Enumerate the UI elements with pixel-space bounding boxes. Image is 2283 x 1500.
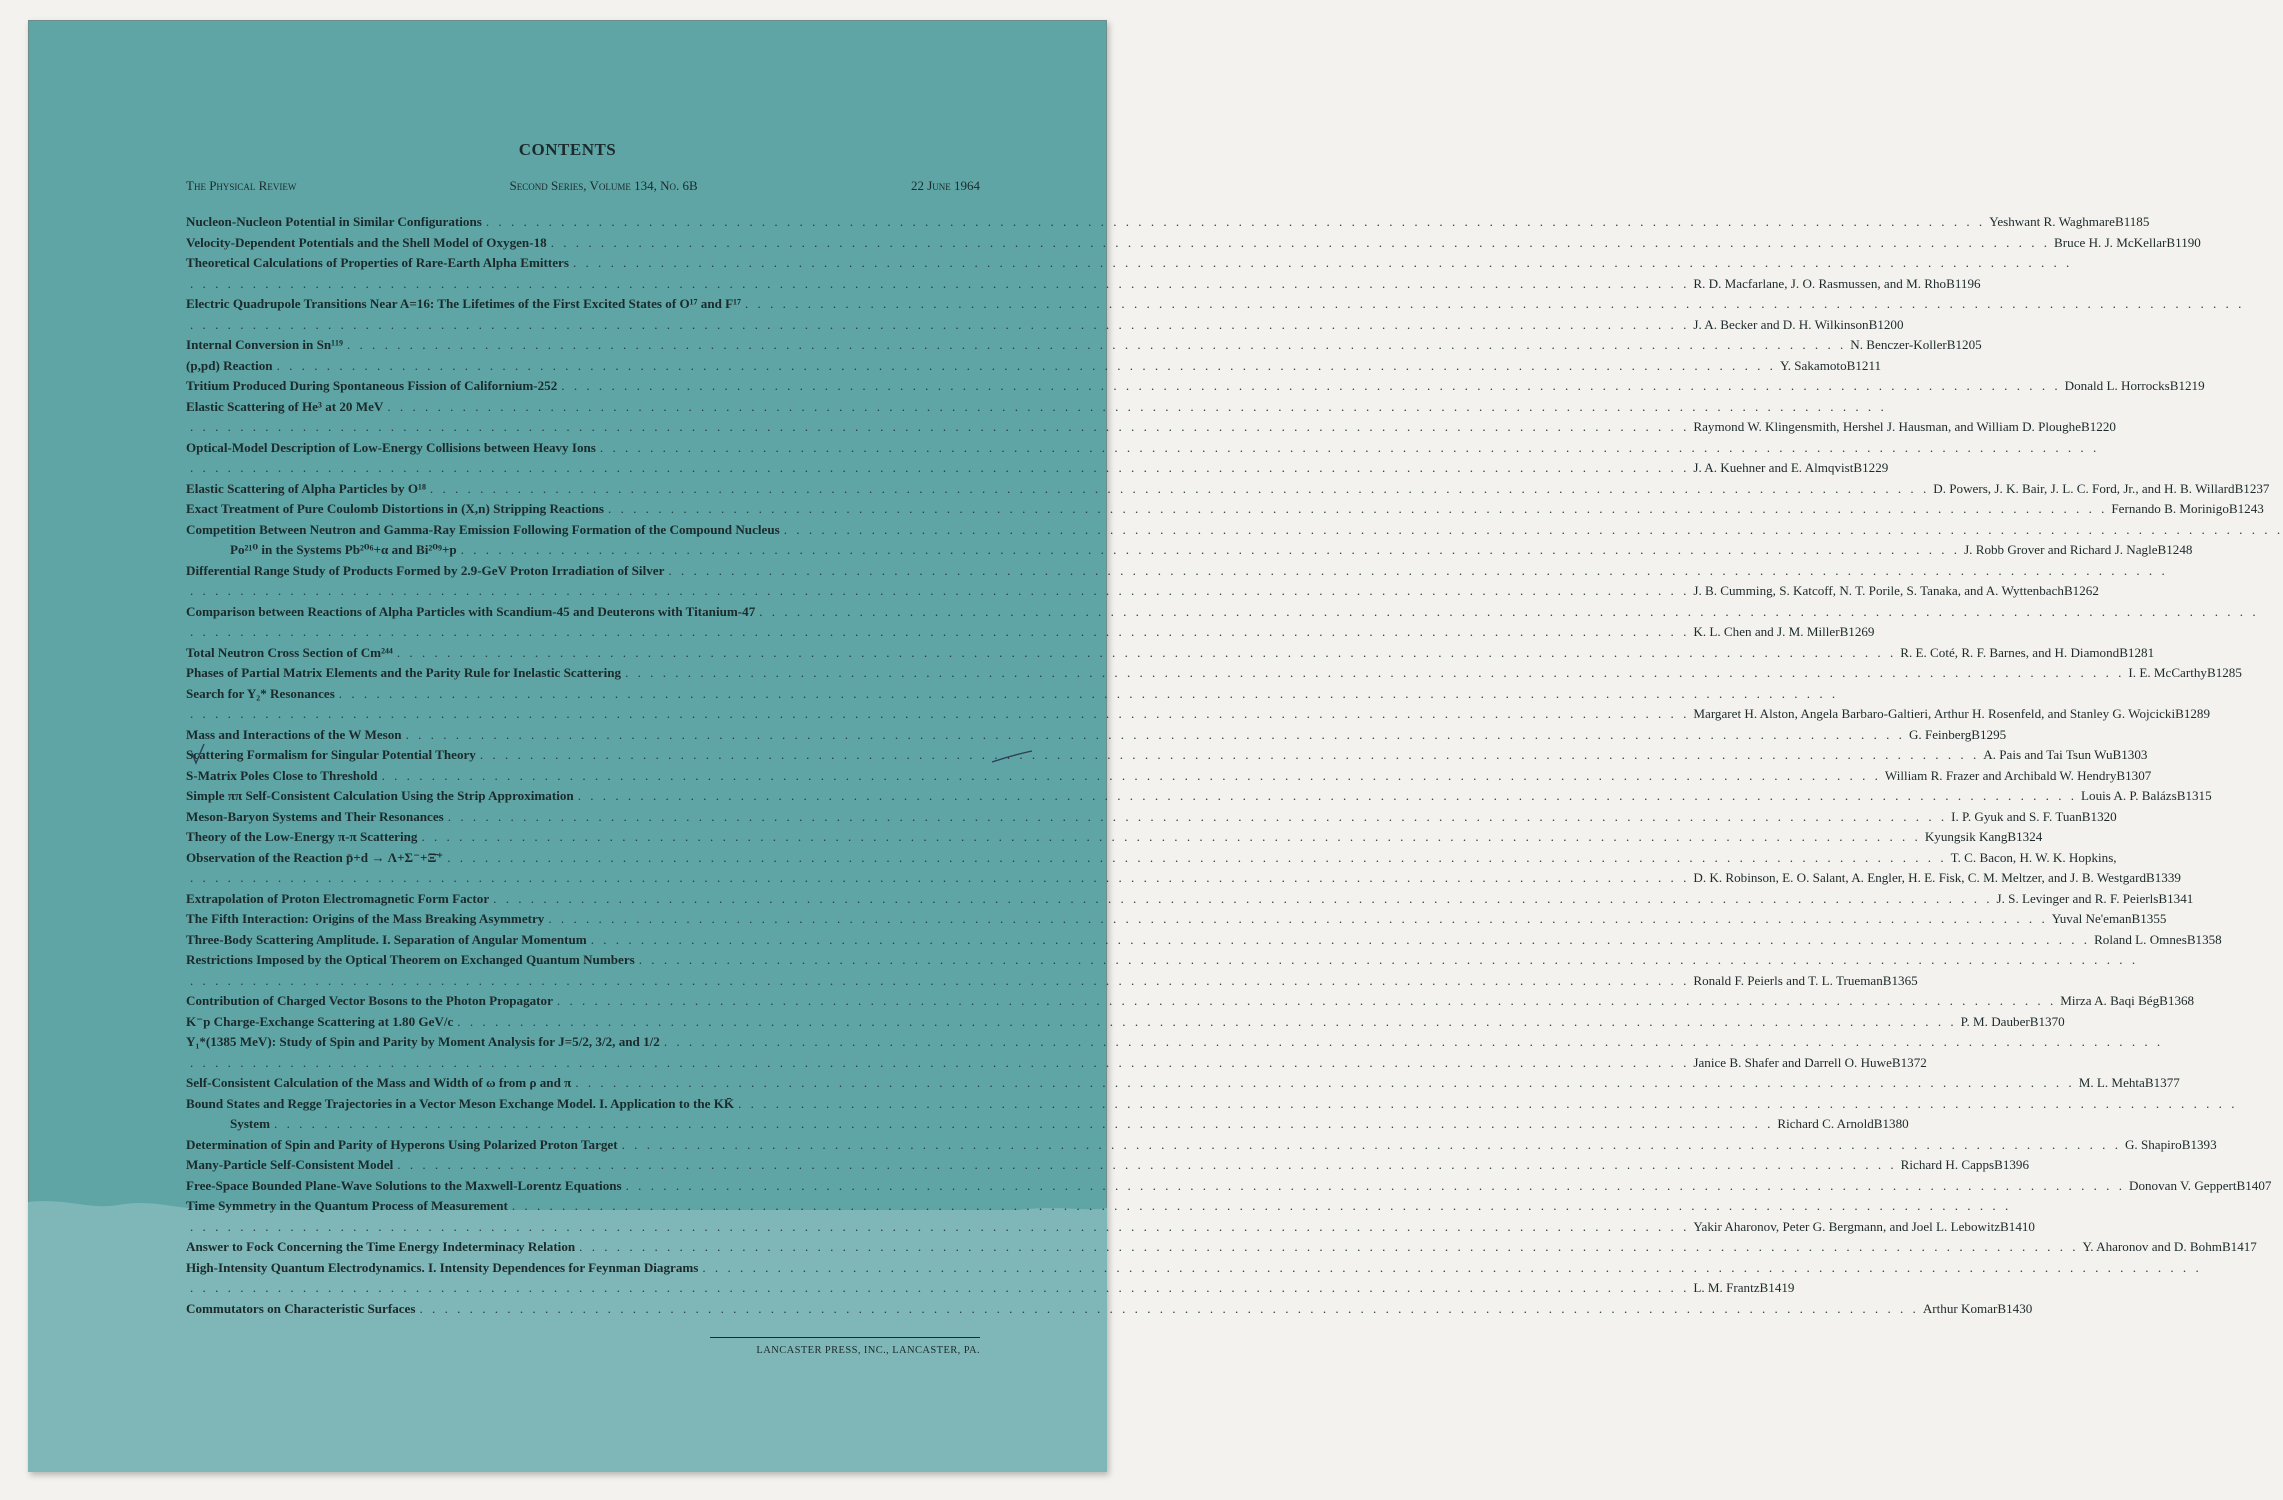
toc-entry-continuation <box>186 1114 1909 1135</box>
leader-dots: . . . . . . . . . . . . . . . . . . . . . . . . . . . . . . . . . . . . . . . . . . . . . . . . . . . . . . . . . . . . . . . . . . . . . . . . . . . . . . . . . . . . . . . . . . . . . . . . . . . . . . . . . . . . . . . . . . . . . . . . <box>190 870 1690 885</box>
article-authors: J. A. Becker and D. H. Wilkinson <box>1693 316 1869 332</box>
leader-dots: . . . . . . . . . . . . . . . . . . . . . . . . . . . . . . . . . . . . . . . . . . . . . . . . . . . . . . . . . . . . . . . . . . . . . . . . . . . . . . . . . . . . . . . . . . . . . . . . . . . . . . . . . . . . . . . . . . . . . . . . <box>577 788 2078 803</box>
leader-dots: . . . . . . . . . . . . . . . . . . . . . . . . . . . . . . . . . . . . . . . . . . . . . . . . . . . . . . . . . . . . . . . . . . . . . . . . . . . . . . . . . . . . . . . . . . . . . . . . . . . . . . . . . . . . . . . . . . . . . . . . <box>745 296 2245 311</box>
toc-entry <box>186 1176 2272 1197</box>
toc-entry <box>186 438 2100 479</box>
toc-entry-line <box>186 930 2222 951</box>
toc-entry-continuation <box>186 540 2193 561</box>
article-authors: D. K. Robinson, E. O. Salant, A. Engler, H. E. Fisk, C. M. Meltzer, and J. B. Westgard <box>1693 870 2146 885</box>
leader-dots: . . . . . . . . . . . . . . . . . . . . . . . . . . . . . . . . . . . . . . . . . . . . . . . . . . . . . . . . . . . . . . . . . . . . . . . . . . . . . . . . . . . . . . . . . . . . . . . . . . . . . . . . . . . . . . . . . . . . . . . . <box>338 685 1839 701</box>
page-number: B1262 <box>2063 583 2099 598</box>
toc-entry-line <box>186 786 2212 807</box>
toc-entry-line <box>186 1237 2257 1258</box>
article-authors: Donovan V. Geppert <box>2128 1177 2237 1193</box>
article-authors: Richard H. Capps <box>1900 1157 1995 1172</box>
toc-entry-line <box>186 561 2168 582</box>
leader-dots: . . . . . . . . . . . . . . . . . . . . . . . . . . . . . . . . . . . . . . . . . . . . . . . . . . . . . . . . . . . . . . . . . . . . . . . . . . . . . . . . . . . . . . . . . . . . . . . . . . . . . . . . . . . . . . . . . . . . . . . . <box>572 255 2073 270</box>
page-number: B1196 <box>1946 275 1981 291</box>
leader-dots: . . . . . . . . . . . . . . . . . . . . . . . . . . . . . . . . . . . . . . . . . . . . . . . . . . . . . . . . . . . . . . . . . . . . . . . . . . . . . . . . . . . . . . . . . . . . . . . . . . . . . . . . . . . . . . . . . . . . . . . . <box>447 808 1948 824</box>
toc-entry-continuation <box>186 458 1889 479</box>
article-authors: Yeshwant R. Waghmare <box>1989 214 2115 229</box>
article-authors: Yakir Aharonov, Peter G. Bergmann, and Joel L. Lebowitz <box>1693 1218 2001 1234</box>
leader-dots: . . . . . . . . . . . . . . . . . . . . . . . . . . . . . . . . . . . . . . . . . . . . . . . . . . . . . . . . . . . . . . . . . . . . . . . . . . . . . . . . . . . . . . . . . . . . . . . . . . . . . . . . . . . . . . . . . . . . . . . . <box>274 1116 1774 1131</box>
article-authors: D. Powers, J. K. Bair, J. L. C. Ford, Jr., and H. B. Willard <box>1933 480 2235 496</box>
toc-entry-line <box>186 1135 2217 1156</box>
leader-dots: . . . . . . . . . . . . . . . . . . . . . . . . . . . . . . . . . . . . . . . . . . . . . . . . . . . . . . . . . . . . . . . . . . . . . . . . . . . . . . . . . . . . . . . . . . . . . . . . . . . . . . . . . . . . . . . . . . . . . . . . <box>608 501 2108 516</box>
toc-entry-line <box>186 1155 2030 1176</box>
article-title: Theory of the Low-Energy π-π Scattering <box>186 829 418 844</box>
toc-entry-line <box>186 991 2195 1012</box>
toc-entry <box>186 335 1982 356</box>
article-authors: Janice B. Shafer and Darrell O. Huwe <box>1693 1054 1892 1070</box>
toc-entry-line <box>186 1196 2012 1217</box>
toc-entry-continuation <box>186 581 2099 602</box>
toc-entry-line <box>186 909 2167 930</box>
leader-dots: . . . . . . . . . . . . . . . . . . . . . . . . . . . . . . . . . . . . . . . . . . . . . . . . . . . . . . . . . . . . . . . . . . . . . . . . . . . . . . . . . . . . . . . . . . . . . . . . . . . . . . . . . . . . . . . . . . . . . . . . <box>599 439 2100 455</box>
article-title: Scattering Formalism for Singular Potential Theory <box>186 747 476 762</box>
article-authors: Roland L. Omnes <box>2094 931 2187 947</box>
article-title: S-Matrix Poles Close to Threshold <box>186 767 378 783</box>
toc-entry <box>186 766 2152 787</box>
article-title: Internal Conversion in Sn¹¹⁹ <box>186 337 343 352</box>
page-number: B1393 <box>2181 1136 2217 1152</box>
toc-entry-line <box>186 438 2100 459</box>
leader-dots: . . . . . . . . . . . . . . . . . . . . . . . . . . . . . . . . . . . . . . . . . . . . . . . . . . . . . . . . . . . . . . . . . . . . . . . . . . . . . . . . . . . . . . . . . . . . . . . . . . . . . . . . . . . . . . . . . . . . . . . . <box>575 1075 2075 1090</box>
toc-entry-line <box>186 499 2264 520</box>
article-title: Search for Y₂* Resonances <box>186 685 335 701</box>
article-authors: A. Pais and Tai Tsun Wu <box>1983 747 2113 762</box>
leader-dots: . . . . . . . . . . . . . . . . . . . . . . . . . . . . . . . . . . . . . . . . . . . . . . . . . . . . . . . . . . . . . . . . . . . . . . . . . . . . . . . . . . . . . . . . . . . . . . . . . . . . . . . . . . . . . . . . . . . . . . . . <box>419 1300 1919 1316</box>
article-authors: Margaret H. Alston, Angela Barbaro-Galtieri, Arthur H. Rosenfeld, and Stanley G. Wojcicki <box>1693 706 2176 721</box>
toc-entry <box>186 1032 2164 1073</box>
toc-entry <box>186 294 2245 335</box>
toc-entry <box>186 848 2181 889</box>
article-authors: J. Robb Grover and Richard J. Nagle <box>1964 542 2158 557</box>
leader-dots: . . . . . . . . . . . . . . . . . . . . . . . . . . . . . . . . . . . . . . . . . . . . . . . . . . . . . . . . . . . . . . . . . . . . . . . . . . . . . . . . . . . . . . . . . . . . . . . . . . . . . . . . . . . . . . . . . . . . . . . . <box>276 357 1776 373</box>
article-title: Optical-Model Description of Low-Energy Collisions between Heavy Ions <box>186 439 596 455</box>
toc-entry <box>186 1073 2180 1094</box>
article-title: Comparison between Reactions of Alpha Particles with Scandium-45 and Deuterons with Titanium-47 <box>186 603 756 619</box>
leader-dots: . . . . . . . . . . . . . . . . . . . . . . . . . . . . . . . . . . . . . . . . . . . . . . . . . . . . . . . . . . . . . . . . . . . . . . . . . . . . . . . . . . . . . . . . . . . . . . . . . . . . . . . . . . . . . . . . . . . . . . . . <box>381 767 1881 783</box>
leader-dots: . . . . . . . . . . . . . . . . . . . . . . . . . . . . . . . . . . . . . . . . . . . . . . . . . . . . . . . . . . . . . . . . . . . . . . . . . . . . . . . . . . . . . . . . . . . . . . . . . . . . . . . . . . . . . . . . . . . . . . . . <box>190 972 1690 988</box>
leader-dots: . . . . . . . . . . . . . . . . . . . . . . . . . . . . . . . . . . . . . . . . . . . . . . . . . . . . . . . . . . . . . . . . . . . . . . . . . . . . . . . . . . . . . . . . . . . . . . . . . . . . . . . . . . . . . . . . . . . . . . . . <box>397 1157 1897 1172</box>
leader-dots: . . . . . . . . . . . . . . . . . . . . . . . . . . . . . . . . . . . . . . . . . . . . . . . . . . . . . . . . . . . . . . . . . . . . . . . . . . . . . . . . . . . . . . . . . . . . . . . . . . . . . . . . . . . . . . . . . . . . . . . . <box>190 1280 1690 1295</box>
page-number: B1220 <box>2081 419 2116 434</box>
toc-entry <box>186 1135 2217 1156</box>
toc-entry-line <box>186 1299 2033 1320</box>
leader-dots: . . . . . . . . . . . . . . . . . . . . . . . . . . . . . . . . . . . . . . . . . . . . . . . . . . . . . . . . . . . . . . . . . . . . . . . . . . . . . . . . . . . . . . . . . . . . . . . . . . . . . . . . . . . . . . . . . . . . . . . . <box>783 521 2283 537</box>
article-title: The Fifth Interaction: Origins of the Mass Breaking Asymmetry <box>186 911 545 926</box>
leader-dots: . . . . . . . . . . . . . . . . . . . . . . . . . . . . . . . . . . . . . . . . . . . . . . . . . . . . . . . . . . . . . . . . . . . . . . . . . . . . . . . . . . . . . . . . . . . . . . . . . . . . . . . . . . . . . . . . . . . . . . . . <box>190 1218 1690 1234</box>
leader-dots: . . . . . . . . . . . . . . . . . . . . . . . . . . . . . . . . . . . . . . . . . . . . . . . . . . . . . . . . . . . . . . . . . . . . . . . . . . . . . . . . . . . . . . . . . . . . . . . . . . . . . . . . . . . . . . . . . . . . . . . . <box>190 1054 1690 1070</box>
page-number: B1355 <box>2131 911 2167 926</box>
leader-dots: . . . . . . . . . . . . . . . . . . . . . . . . . . . . . . . . . . . . . . . . . . . . . . . . . . . . . . . . . . . . . . . . . . . . . . . . . . . . . . . . . . . . . . . . . . . . . . . . . . . . . . . . . . . . . . . . . . . . . . . . <box>590 931 2091 947</box>
toc-entry <box>186 1258 2202 1299</box>
toc-entry <box>186 643 2155 664</box>
article-title: Meson-Baryon Systems and Their Resonances <box>186 808 444 824</box>
article-title: Three-Body Scattering Amplitude. I. Separation of Angular Momentum <box>186 931 587 947</box>
toc-entry-line <box>186 294 2245 315</box>
article-title: Theoretical Calculations of Properties of Rare-Earth Alpha Emitters <box>186 255 569 270</box>
article-title: (p,pd) Reaction <box>186 357 273 373</box>
page-number: B1281 <box>2119 644 2155 660</box>
toc-entry-line <box>186 643 2155 664</box>
toc-entry <box>186 479 2270 500</box>
toc-entry-line <box>186 807 2117 828</box>
toc-entry-continuation <box>186 868 2181 889</box>
article-authors: Bruce H. J. McKellar <box>2054 234 2167 250</box>
article-authors: R. D. Macfarlane, J. O. Rasmussen, and M. Rho <box>1693 275 1947 291</box>
toc-entry-line <box>186 212 2150 233</box>
page-number: B1377 <box>2144 1075 2180 1090</box>
article-authors: Kyungsik Kang <box>1924 829 2008 844</box>
series-volume: Second Series, Volume 134, No. 6B <box>509 178 698 193</box>
toc-entry-line <box>186 745 2148 766</box>
article-authors: Yuval Ne'eman <box>2051 911 2132 926</box>
toc-entry-continuation <box>186 274 1981 295</box>
leader-dots: . . . . . . . . . . . . . . . . . . . . . . . . . . . . . . . . . . . . . . . . . . . . . . . . . . . . . . . . . . . . . . . . . . . . . . . . . . . . . . . . . . . . . . . . . . . . . . . . . . . . . . . . . . . . . . . . . . . . . . . . <box>638 952 2139 967</box>
article-authors: Louis A. P. Balázs <box>2081 788 2177 803</box>
article-authors: J. S. Levinger and R. F. Peierls <box>1996 890 2159 906</box>
leader-dots: . . . . . . . . . . . . . . . . . . . . . . . . . . . . . . . . . . . . . . . . . . . . . . . . . . . . . . . . . . . . . . . . . . . . . . . . . . . . . . . . . . . . . . . . . . . . . . . . . . . . . . . . . . . . . . . . . . . . . . . . <box>346 337 1847 352</box>
page-number: B1324 <box>2007 829 2043 844</box>
page-number: B1237 <box>2234 480 2270 496</box>
page-number: B1341 <box>2158 890 2194 906</box>
article-authors: Y. Sakamoto <box>1779 357 1847 373</box>
page-number: B1205 <box>1946 337 1982 352</box>
toc-entry-line <box>186 889 2194 910</box>
toc-entry <box>186 1237 2257 1258</box>
leader-dots: . . . . . . . . . . . . . . . . . . . . . . . . . . . . . . . . . . . . . . . . . . . . . . . . . . . . . . . . . . . . . . . . . . . . . . . . . . . . . . . . . . . . . . . . . . . . . . . . . . . . . . . . . . . . . . . . . . . . . . . . <box>668 562 2168 578</box>
article-title: Commutators on Characteristic Surfaces <box>186 1300 416 1316</box>
pencil-checkmark <box>191 743 205 765</box>
article-authors: G. Feinberg <box>1908 726 1972 742</box>
article-title: Total Neutron Cross Section of Cm²⁴⁴ <box>186 644 393 660</box>
toc-entry <box>186 889 2194 910</box>
page-number: B1295 <box>1971 726 2007 742</box>
toc-entry-continuation <box>186 417 2116 438</box>
leader-dots: . . . . . . . . . . . . . . . . . . . . . . . . . . . . . . . . . . . . . . . . . . . . . . . . . . . . . . . . . . . . . . . . . . . . . . . . . . . . . . . . . . . . . . . . . . . . . . . . . . . . . . . . . . . . . . . . . . . . . . . . <box>702 1259 2202 1275</box>
article-authors: Arthur Komar <box>1922 1300 1998 1316</box>
page-number: B1430 <box>1997 1300 2033 1316</box>
printer-imprint: LANCASTER PRESS, INC., LANCASTER, PA. <box>756 1345 980 1356</box>
leader-dots: . . . . . . . . . . . . . . . . . . . . . . . . . . . . . . . . . . . . . . . . . . . . . . . . . . . . . . . . . . . . . . . . . . . . . . . . . . . . . . . . . . . . . . . . . . . . . . . . . . . . . . . . . . . . . . . . . . . . . . . . <box>479 747 1980 762</box>
toc-entry-line <box>186 1094 2238 1115</box>
article-title: System <box>230 1116 271 1131</box>
article-title: Mass and Interactions of the W Meson <box>186 726 402 742</box>
leader-dots: . . . . . . . . . . . . . . . . . . . . . . . . . . . . . . . . . . . . . . . . . . . . . . . . . . . . . . . . . . . . . . . . . . . . . . . . . . . . . . . . . . . . . . . . . . . . . . . . . . . . . . . . . . . . . . . . . . . . . . . . <box>190 624 1690 639</box>
journal-name: The Physical Review <box>186 178 297 193</box>
article-authors: L. M. Frantz <box>1693 1280 1760 1295</box>
toc-entry <box>186 253 2073 294</box>
toc-entry <box>186 725 2007 746</box>
article-authors: T. C. Bacon, H. W. K. Hopkins, <box>1950 849 2117 865</box>
contents-heading: CONTENTS <box>518 140 617 159</box>
article-authors: Y. Aharonov and D. Bohm <box>2082 1239 2222 1254</box>
toc-entry-continuation <box>186 1053 1927 1074</box>
toc-entry <box>186 930 2222 951</box>
toc-entry-line <box>186 827 2043 848</box>
leader-dots: . . . . . . . . . . . . . . . . . . . . . . . . . . . . . . . . . . . . . . . . . . . . . . . . . . . . . . . . . . . . . . . . . . . . . . . . . . . . . . . . . . . . . . . . . . . . . . . . . . . . . . . . . . . . . . . . . . . . . . . . <box>759 603 2259 619</box>
page-number: B1320 <box>2081 808 2117 824</box>
leader-dots: . . . . . . . . . . . . . . . . . . . . . . . . . . . . . . . . . . . . . . . . . . . . . . . . . . . . . . . . . . . . . . . . . . . . . . . . . . . . . . . . . . . . . . . . . . . . . . . . . . . . . . . . . . . . . . . . . . . . . . . . <box>625 1177 2125 1193</box>
article-authors: K. L. Chen and J. M. Miller <box>1693 624 1840 639</box>
article-authors: J. A. Kuehner and E. Almqvist <box>1693 460 1854 475</box>
toc-entry-line <box>186 233 2201 254</box>
toc-entry-line <box>186 848 2117 869</box>
table-of-contents <box>186 212 2283 1319</box>
article-title: Exact Treatment of Pure Coulomb Distortions in (X,n) Stripping Reactions <box>186 501 605 516</box>
article-title: Competition Between Neutron and Gamma-Ray Emission Following Formation of the Compound Nucleus <box>186 521 780 537</box>
toc-entry-line <box>186 356 1882 377</box>
toc-entry-line <box>186 684 1839 705</box>
article-title: Tritium Produced During Spontaneous Fission of Californium-252 <box>186 378 558 393</box>
page-number: B1410 <box>2000 1218 2035 1234</box>
article-title: Nucleon-Nucleon Potential in Similar Configurations <box>186 214 482 229</box>
article-authors: Mirza A. Baqi Bég <box>2060 993 2160 1008</box>
page-number: B1289 <box>2175 706 2211 721</box>
leader-dots: . . . . . . . . . . . . . . . . . . . . . . . . . . . . . . . . . . . . . . . . . . . . . . . . . . . . . . . . . . . . . . . . . . . . . . . . . . . . . . . . . . . . . . . . . . . . . . . . . . . . . . . . . . . . . . . . . . . . . . . . <box>387 398 1887 414</box>
page-number: B1370 <box>2029 1013 2065 1029</box>
toc-entry <box>186 1012 2065 1033</box>
article-title: Observation of the Reaction p̄+d → Λ+Σ⁻+Ξ̄⁺ <box>186 849 444 865</box>
leader-dots: . . . . . . . . . . . . . . . . . . . . . . . . . . . . . . . . . . . . . . . . . . . . . . . . . . . . . . . . . . . . . . . . . . . . . . . . . . . . . . . . . . . . . . . . . . . . . . . . . . . . . . . . . . . . . . . . . . . . . . . . <box>447 849 1947 865</box>
page-number: B1407 <box>2236 1177 2272 1193</box>
toc-entry <box>186 1155 2030 1176</box>
page-number: B1303 <box>2112 747 2148 762</box>
toc-entry <box>186 827 2043 848</box>
article-authors: Donald L. Horrocks <box>2064 378 2170 393</box>
toc-entry-line <box>186 725 2007 746</box>
article-authors: Raymond W. Klingensmith, Hershel J. Hausman, and William D. Ploughe <box>1693 419 2082 434</box>
article-title: Self-Consistent Calculation of the Mass and Width of ω from ρ and π <box>186 1075 572 1090</box>
toc-entry <box>186 786 2212 807</box>
article-title: Bound States and Regge Trajectories in a Vector Meson Exchange Model. I. Application to the KK̄ <box>186 1095 735 1111</box>
article-title: Extrapolation of Proton Electromagnetic Form Factor <box>186 890 490 906</box>
article-title: Velocity-Dependent Potentials and the Shell Model of Oxygen-18 <box>186 234 547 250</box>
leader-dots: . . . . . . . . . . . . . . . . . . . . . . . . . . . . . . . . . . . . . . . . . . . . . . . . . . . . . . . . . . . . . . . . . . . . . . . . . . . . . . . . . . . . . . . . . . . . . . . . . . . . . . . . . . . . . . . . . . . . . . . . <box>190 460 1690 475</box>
article-title: Differential Range Study of Products Formed by 2.9-GeV Proton Irradiation of Silver <box>186 562 665 578</box>
toc-entry <box>186 1299 2033 1320</box>
toc-entry <box>186 950 2139 991</box>
toc-entry <box>186 807 2117 828</box>
toc-entry <box>186 684 2211 725</box>
page-number: B1368 <box>2159 993 2195 1008</box>
toc-entry-continuation <box>186 971 1918 992</box>
printer-rule <box>710 1337 980 1338</box>
toc-entry-line <box>186 1176 2272 1197</box>
toc-entry-line <box>186 1012 2065 1033</box>
article-title: Electric Quadrupole Transitions Near A=16: The Lifetimes of the First Excited States of O¹⁷ and F¹⁷ <box>186 296 741 311</box>
leader-dots: . . . . . . . . . . . . . . . . . . . . . . . . . . . . . . . . . . . . . . . . . . . . . . . . . . . . . . . . . . . . . . . . . . . . . . . . . . . . . . . . . . . . . . . . . . . . . . . . . . . . . . . . . . . . . . . . . . . . . . . . <box>457 1013 1957 1029</box>
toc-entry-line <box>186 663 2242 684</box>
article-authors: N. Benczer-Koller <box>1850 337 1947 352</box>
article-title: Answer to Fock Concerning the Time Energy Indeterminacy Relation <box>186 1239 576 1254</box>
leader-dots: . . . . . . . . . . . . . . . . . . . . . . . . . . . . . . . . . . . . . . . . . . . . . . . . . . . . . . . . . . . . . . . . . . . . . . . . . . . . . . . . . . . . . . . . . . . . . . . . . . . . . . . . . . . . . . . . . . . . . . . . <box>429 480 1930 496</box>
page-number: B1307 <box>2116 767 2152 783</box>
toc-entry-line <box>186 376 2205 397</box>
article-authors: R. E. Coté, R. F. Barnes, and H. Diamond <box>1900 644 2120 660</box>
toc-entry <box>186 520 2283 561</box>
article-authors: Ronald F. Peierls and T. L. Trueman <box>1693 972 1883 988</box>
toc-entry-line <box>186 479 2270 500</box>
leader-dots: . . . . . . . . . . . . . . . . . . . . . . . . . . . . . . . . . . . . . . . . . . . . . . . . . . . . . . . . . . . . . . . . . . . . . . . . . . . . . . . . . . . . . . . . . . . . . . . . . . . . . . . . . . . . . . . . . . . . . . . . <box>738 1095 2238 1111</box>
page-number: B1248 <box>2157 542 2193 557</box>
article-title: Restrictions Imposed by the Optical Theorem on Exchanged Quantum Numbers <box>186 952 635 967</box>
toc-entry <box>186 356 1882 377</box>
toc-entry <box>186 233 2201 254</box>
page-number: B1200 <box>1868 316 1904 332</box>
article-title: Po²¹⁰ in the Systems Pb²⁰⁶+α and Bi²⁰⁹+p <box>230 542 457 557</box>
leader-dots: . . . . . . . . . . . . . . . . . . . . . . . . . . . . . . . . . . . . . . . . . . . . . . . . . . . . . . . . . . . . . . . . . . . . . . . . . . . . . . . . . . . . . . . . . . . . . . . . . . . . . . . . . . . . . . . . . . . . . . . . <box>579 1239 2079 1254</box>
article-title: Elastic Scattering of He³ at 20 MeV <box>186 398 384 414</box>
toc-entry-line <box>186 1032 2164 1053</box>
article-title: Determination of Spin and Parity of Hyperons Using Polarized Proton Target <box>186 1136 618 1152</box>
article-authors: J. B. Cumming, S. Katcoff, N. T. Porile, S. Tanaka, and A. Wyttenbach <box>1693 583 2064 598</box>
leader-dots: . . . . . . . . . . . . . . . . . . . . . . . . . . . . . . . . . . . . . . . . . . . . . . . . . . . . . . . . . . . . . . . . . . . . . . . . . . . . . . . . . . . . . . . . . . . . . . . . . . . . . . . . . . . . . . . . . . . . . . . . <box>511 1198 2012 1213</box>
article-title: Phases of Partial Matrix Elements and the Parity Rule for Inelastic Scattering <box>186 665 622 680</box>
page-number: B1229 <box>1853 460 1889 475</box>
article-title: Free-Space Bounded Plane-Wave Solutions to the Maxwell-Lorentz Equations <box>186 1177 622 1193</box>
toc-entry-line <box>186 520 2283 541</box>
page-number: B1380 <box>1873 1116 1909 1131</box>
page-number: B1219 <box>2169 378 2205 393</box>
leader-dots: . . . . . . . . . . . . . . . . . . . . . . . . . . . . . . . . . . . . . . . . . . . . . . . . . . . . . . . . . . . . . . . . . . . . . . . . . . . . . . . . . . . . . . . . . . . . . . . . . . . . . . . . . . . . . . . . . . . . . . . . <box>190 419 1690 434</box>
leader-dots: . . . . . . . . . . . . . . . . . . . . . . . . . . . . . . . . . . . . . . . . . . . . . . . . . . . . . . . . . . . . . . . . . . . . . . . . . . . . . . . . . . . . . . . . . . . . . . . . . . . . . . . . . . . . . . . . . . . . . . . . <box>190 275 1690 291</box>
leader-dots: . . . . . . . . . . . . . . . . . . . . . . . . . . . . . . . . . . . . . . . . . . . . . . . . . . . . . . . . . . . . . . . . . . . . . . . . . . . . . . . . . . . . . . . . . . . . . . . . . . . . . . . . . . . . . . . . . . . . . . . . <box>548 911 2048 926</box>
toc-entry <box>186 376 2205 397</box>
toc-entry-line <box>186 1258 2202 1279</box>
issue-info-row <box>186 178 980 194</box>
page-number: B1365 <box>1882 972 1918 988</box>
leader-dots: . . . . . . . . . . . . . . . . . . . . . . . . . . . . . . . . . . . . . . . . . . . . . . . . . . . . . . . . . . . . . . . . . . . . . . . . . . . . . . . . . . . . . . . . . . . . . . . . . . . . . . . . . . . . . . . . . . . . . . . . <box>396 644 1897 660</box>
article-authors: G. Shapiro <box>2124 1136 2182 1152</box>
toc-entry-line <box>186 335 1982 356</box>
article-authors: P. M. Dauber <box>1960 1013 2030 1029</box>
toc-entry-line <box>186 253 2073 274</box>
article-authors: Richard C. Arnold <box>1777 1116 1874 1131</box>
page-number: B1358 <box>2186 931 2222 947</box>
toc-entry <box>186 602 2259 643</box>
leader-dots: . . . . . . . . . . . . . . . . . . . . . . . . . . . . . . . . . . . . . . . . . . . . . . . . . . . . . . . . . . . . . . . . . . . . . . . . . . . . . . . . . . . . . . . . . . . . . . . . . . . . . . . . . . . . . . . . . . . . . . . . <box>621 1136 2121 1152</box>
leader-dots: . . . . . . . . . . . . . . . . . . . . . . . . . . . . . . . . . . . . . . . . . . . . . . . . . . . . . . . . . . . . . . . . . . . . . . . . . . . . . . . . . . . . . . . . . . . . . . . . . . . . . . . . . . . . . . . . . . . . . . . . <box>190 706 1690 721</box>
toc-entry-line <box>186 602 2259 623</box>
page-number: B1396 <box>1994 1157 2030 1172</box>
toc-entry <box>186 1196 2035 1237</box>
page-number: B1315 <box>2176 788 2212 803</box>
article-title: Y₁*(1385 MeV): Study of Spin and Parity by Moment Analysis for J=5/2, 3/2, and 1/2 <box>186 1034 660 1049</box>
article-authors: William R. Frazer and Archibald W. Hendry <box>1884 767 2117 783</box>
article-title: Elastic Scattering of Alpha Particles by O¹⁸ <box>186 480 426 496</box>
toc-entry <box>186 397 2116 438</box>
article-title: Time Symmetry in the Quantum Process of Measurement <box>186 1198 508 1213</box>
article-title: Contribution of Charged Vector Bosons to the Photon Propagator <box>186 993 553 1008</box>
leader-dots: . . . . . . . . . . . . . . . . . . . . . . . . . . . . . . . . . . . . . . . . . . . . . . . . . . . . . . . . . . . . . . . . . . . . . . . . . . . . . . . . . . . . . . . . . . . . . . . . . . . . . . . . . . . . . . . . . . . . . . . . <box>561 378 2061 393</box>
page-number: B1339 <box>2146 870 2181 885</box>
toc-entry <box>186 663 2242 684</box>
leader-dots: . . . . . . . . . . . . . . . . . . . . . . . . . . . . . . . . . . . . . . . . . . . . . . . . . . . . . . . . . . . . . . . . . . . . . . . . . . . . . . . . . . . . . . . . . . . . . . . . . . . . . . . . . . . . . . . . . . . . . . . . <box>556 993 2057 1008</box>
toc-entry-line <box>186 1073 2180 1094</box>
toc-entry <box>186 212 2150 233</box>
article-authors: I. P. Gyuk and S. F. Tuan <box>1951 808 2082 824</box>
toc-entry <box>186 561 2168 602</box>
page-number: B1243 <box>2228 501 2264 516</box>
page-number: B1269 <box>1839 624 1875 639</box>
issue-date: 22 June 1964 <box>910 178 980 193</box>
toc-entry <box>186 1094 2238 1135</box>
toc-entry-line <box>186 950 2139 971</box>
leader-dots: . . . . . . . . . . . . . . . . . . . . . . . . . . . . . . . . . . . . . . . . . . . . . . . . . . . . . . . . . . . . . . . . . . . . . . . . . . . . . . . . . . . . . . . . . . . . . . . . . . . . . . . . . . . . . . . . . . . . . . . . <box>460 542 1961 557</box>
article-authors: M. L. Mehta <box>2078 1075 2145 1090</box>
article-title: Many-Particle Self-Consistent Model <box>186 1157 394 1172</box>
article-authors: Fernando B. Morinigo <box>2111 501 2229 516</box>
toc-entry-continuation <box>186 315 1904 336</box>
leader-dots: . . . . . . . . . . . . . . . . . . . . . . . . . . . . . . . . . . . . . . . . . . . . . . . . . . . . . . . . . . . . . . . . . . . . . . . . . . . . . . . . . . . . . . . . . . . . . . . . . . . . . . . . . . . . . . . . . . . . . . . . <box>485 214 1986 229</box>
toc-entry <box>186 909 2167 930</box>
leader-dots: . . . . . . . . . . . . . . . . . . . . . . . . . . . . . . . . . . . . . . . . . . . . . . . . . . . . . . . . . . . . . . . . . . . . . . . . . . . . . . . . . . . . . . . . . . . . . . . . . . . . . . . . . . . . . . . . . . . . . . . . <box>421 829 1921 844</box>
toc-entry-continuation <box>186 1217 2035 1238</box>
toc-entry-continuation <box>186 1278 1795 1299</box>
page-number: B1190 <box>2166 234 2201 250</box>
page-number: B1211 <box>1846 357 1882 373</box>
page-number: B1419 <box>1759 1280 1795 1295</box>
article-title: High-Intensity Quantum Electrodynamics. I. Intensity Dependences for Feynman Diagrams <box>186 1259 699 1275</box>
article-title: Simple ππ Self-Consistent Calculation Using the Strip Approximation <box>186 788 574 803</box>
toc-entry <box>186 991 2195 1012</box>
leader-dots: . . . . . . . . . . . . . . . . . . . . . . . . . . . . . . . . . . . . . . . . . . . . . . . . . . . . . . . . . . . . . . . . . . . . . . . . . . . . . . . . . . . . . . . . . . . . . . . . . . . . . . . . . . . . . . . . . . . . . . . . <box>625 665 2125 680</box>
leader-dots: . . . . . . . . . . . . . . . . . . . . . . . . . . . . . . . . . . . . . . . . . . . . . . . . . . . . . . . . . . . . . . . . . . . . . . . . . . . . . . . . . . . . . . . . . . . . . . . . . . . . . . . . . . . . . . . . . . . . . . . . <box>493 890 1993 906</box>
journal-back-cover <box>28 20 2283 1472</box>
page-number: B1372 <box>1891 1054 1927 1070</box>
article-title: K⁻p Charge-Exchange Scattering at 1.80 GeV/c <box>186 1013 454 1029</box>
article-authors: I. E. McCarthy <box>2128 665 2207 680</box>
page-number: B1285 <box>2206 665 2242 680</box>
toc-entry-continuation <box>186 622 1875 643</box>
leader-dots: . . . . . . . . . . . . . . . . . . . . . . . . . . . . . . . . . . . . . . . . . . . . . . . . . . . . . . . . . . . . . . . . . . . . . . . . . . . . . . . . . . . . . . . . . . . . . . . . . . . . . . . . . . . . . . . . . . . . . . . . <box>663 1034 2164 1049</box>
leader-dots: . . . . . . . . . . . . . . . . . . . . . . . . . . . . . . . . . . . . . . . . . . . . . . . . . . . . . . . . . . . . . . . . . . . . . . . . . . . . . . . . . . . . . . . . . . . . . . . . . . . . . . . . . . . . . . . . . . . . . . . . <box>190 316 1690 332</box>
toc-entry <box>186 499 2264 520</box>
toc-entry-line <box>186 766 2152 787</box>
pencil-mark <box>990 750 1034 764</box>
toc-entry <box>186 745 2148 766</box>
leader-dots: . . . . . . . . . . . . . . . . . . . . . . . . . . . . . . . . . . . . . . . . . . . . . . . . . . . . . . . . . . . . . . . . . . . . . . . . . . . . . . . . . . . . . . . . . . . . . . . . . . . . . . . . . . . . . . . . . . . . . . . . <box>550 234 2051 250</box>
page-number: B1417 <box>2221 1239 2257 1254</box>
leader-dots: . . . . . . . . . . . . . . . . . . . . . . . . . . . . . . . . . . . . . . . . . . . . . . . . . . . . . . . . . . . . . . . . . . . . . . . . . . . . . . . . . . . . . . . . . . . . . . . . . . . . . . . . . . . . . . . . . . . . . . . . <box>405 726 1905 742</box>
toc-entry-line <box>186 397 1887 418</box>
page-number: B1185 <box>2114 214 2150 229</box>
toc-entry-continuation <box>186 704 2211 725</box>
leader-dots: . . . . . . . . . . . . . . . . . . . . . . . . . . . . . . . . . . . . . . . . . . . . . . . . . . . . . . . . . . . . . . . . . . . . . . . . . . . . . . . . . . . . . . . . . . . . . . . . . . . . . . . . . . . . . . . . . . . . . . . . <box>190 583 1690 598</box>
